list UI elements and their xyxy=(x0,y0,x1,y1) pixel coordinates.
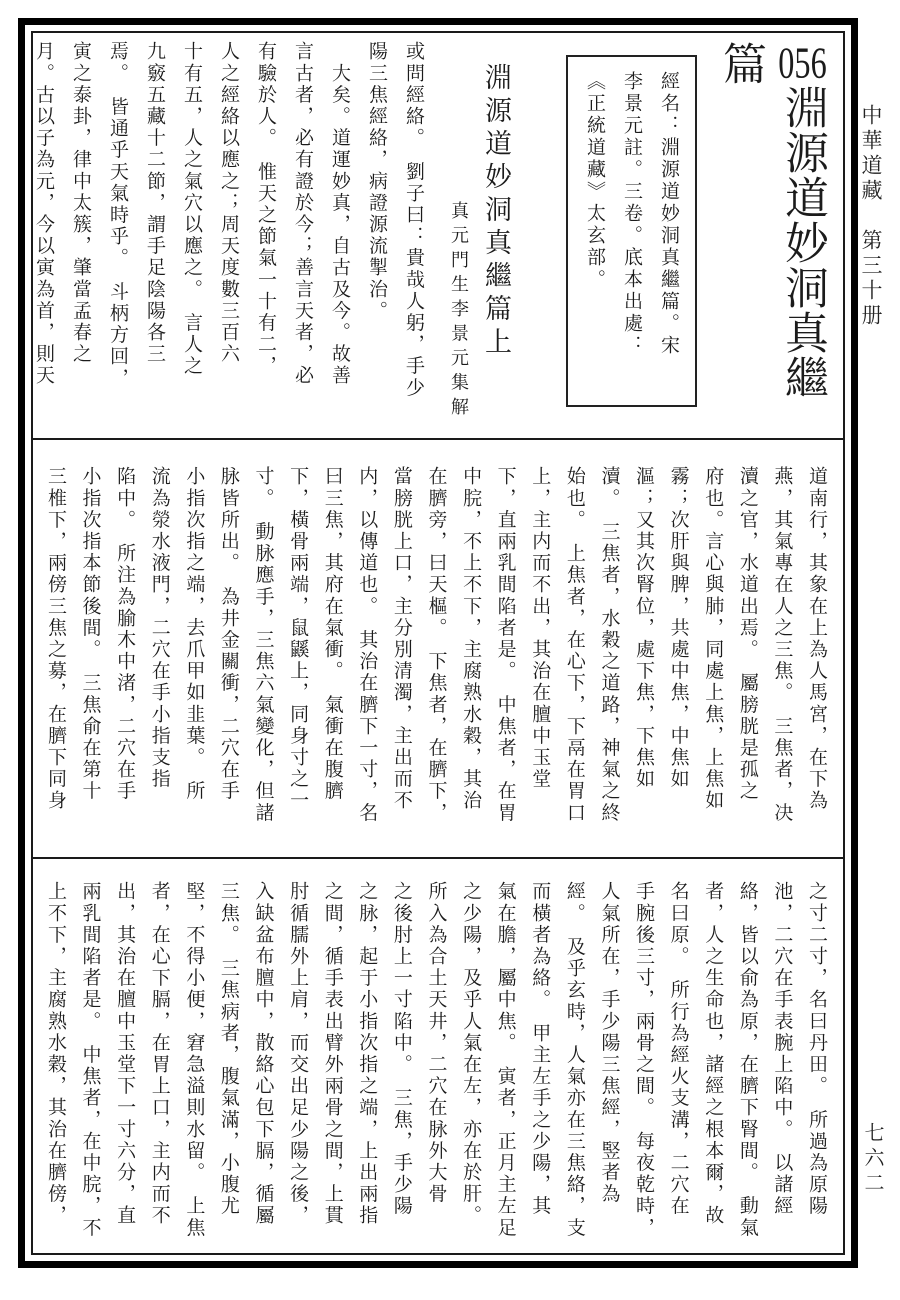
text-column: 始也。 上焦者，在心下，下鬲在胃口 xyxy=(563,466,585,824)
text-column: 焉。 皆通乎天氣時乎。 斗柄方回， xyxy=(107,41,128,390)
scripture-title: 淵源道妙洞真繼篇 xyxy=(716,41,827,400)
folio-page-number: 七六二 xyxy=(861,1122,883,1197)
text-column: 或問經絡。 劉子曰：貴哉人躬，手少 xyxy=(403,41,424,399)
text-column: 下，直兩乳間陷者是。 中焦者，在胃 xyxy=(494,466,516,824)
text-column: 陽三焦經絡，病證源流掣治。 xyxy=(366,41,387,322)
text-column: 漚；又其次腎位，處下焦，下焦如 xyxy=(633,466,655,790)
text-column: 池，二穴在手表腕上陷中。 以諸經 xyxy=(771,881,793,1218)
text-column: 之寸二寸，名曰丹田。 所過為原陽 xyxy=(806,881,827,1218)
bibliographic-text-column: 《正統道藏》太玄部。 xyxy=(584,71,605,291)
text-column: 當膀胱上口，主分別清濁，主出而不 xyxy=(390,466,412,812)
text-column: 九竅五藏十二節，謂手足陰陽各三 xyxy=(144,41,165,365)
text-column: 言古者，必有證於今；善言天者，必 xyxy=(292,41,313,387)
text-column: 肘循臑外上肩，而交出足少陽之後， xyxy=(287,881,309,1227)
text-column: 人氣所在，手少陽三焦經，竪者為 xyxy=(598,881,620,1205)
text-column: 人之經絡以應之；周天度數三百六 xyxy=(218,41,239,365)
text-column: 之間，循手表出臂外兩骨之間，上貫 xyxy=(321,881,343,1227)
text-column: 流為滎水液門，二穴在手小指支指 xyxy=(148,466,170,790)
collation-credit-column: 真元門生李景元集解 xyxy=(449,201,469,422)
text-column: 中脘，不上不下，主腐熟水穀，其治 xyxy=(460,466,482,812)
text-column: 脉皆所出。 為井金關衝，二穴在手 xyxy=(217,466,239,803)
text-column: 之脉，起于小指次指之端，上出兩指 xyxy=(356,881,378,1227)
text-column: 之少陽，及乎人氣在左，亦在於肝。 xyxy=(460,881,482,1227)
text-column: 氣在膽，屬中焦。 寅者，正月主左足 xyxy=(494,881,516,1239)
text-column: 小指次指本節後間。 三焦俞在第十 xyxy=(79,466,101,803)
text-column: 大矣。道運妙真，自古及今。故善 xyxy=(329,41,350,387)
text-column: 瀆。 三焦者，水穀之道路，神氣之終 xyxy=(598,466,620,824)
text-column: 下，橫骨兩端，鼠鼷上，同身寸之一 xyxy=(287,466,309,812)
scripture-title-column xyxy=(709,41,833,434)
text-column: 名曰原。 所行為經火支溝，二穴在 xyxy=(667,881,689,1218)
intro-text-block xyxy=(33,41,432,434)
inner-border-frame xyxy=(31,31,845,1255)
text-column: 經。 及乎玄時，人氣亦在三焦絡，支 xyxy=(563,881,585,1239)
text-column: 者，在心下膈，在胃上口，主内而不 xyxy=(148,881,170,1227)
chapter-title-column: 淵源道妙洞真繼篇上 xyxy=(481,63,511,360)
section-header-and-intro xyxy=(33,33,843,438)
text-column: 燕，其氣專在人之三焦。 三焦者，决 xyxy=(771,466,793,824)
text-column: 寸。 動脉應手，三焦六氣變化，但諸 xyxy=(252,466,274,824)
text-column: 入缺盆布膻中，散絡心包下膈，循屬 xyxy=(252,881,274,1227)
text-column: 而橫者為絡。 甲主左手之少陽，其 xyxy=(529,881,551,1218)
text-column: 者，人之生命也，諸經之根本爾，故 xyxy=(702,881,724,1227)
text-column: 上，主内而不出，其治在膻中玉堂 xyxy=(529,466,551,790)
text-column: 絡，皆以俞為原，在臍下腎間。 動氣 xyxy=(736,881,758,1239)
text-column: 霧；次肝與脾，共處中焦，中焦如 xyxy=(667,466,689,790)
text-column: 上不下，主腐熟水穀，其治在臍傍， xyxy=(44,881,66,1227)
bibliographic-box xyxy=(566,55,697,407)
scripture-number: 056 xyxy=(778,41,827,85)
text-column: 有驗於人。 惟天之節氣一十有二， xyxy=(255,41,276,378)
text-column: 瀆之官，水道出焉。 屬膀胱是孤之 xyxy=(736,466,758,803)
text-column: 府也。言心與肺，同處上焦，上焦如 xyxy=(702,466,724,812)
text-column: 之後肘上一寸陷中。 三焦，手少陽 xyxy=(390,881,412,1218)
text-column: 寅之泰卦，律中太簇，肇當孟春之 xyxy=(70,41,91,365)
section-middle-text xyxy=(33,440,843,857)
bibliographic-text-column: 李景元註。三卷。底本出處： xyxy=(621,71,642,357)
text-column: 手腕後三寸，兩骨之間。 每夜乾時， xyxy=(633,881,655,1239)
section-bottom-text xyxy=(33,859,843,1253)
text-column: 在臍旁，曰天樞。 下焦者，在臍下， xyxy=(425,466,447,824)
text-column: 出，其治在膻中玉堂下一寸六分，直 xyxy=(114,881,136,1227)
volume-label: 中華道藏 第三十册 xyxy=(859,104,883,329)
text-column: 所入為合土天井，二穴在脉外大骨 xyxy=(425,881,447,1205)
text-column: 曰三焦，其府在氣衝。 氣衝在腹臍 xyxy=(321,466,343,803)
text-column: 三椎下，兩傍三焦之募，在臍下同身 xyxy=(44,466,66,812)
text-column: 三焦。 三焦病者，腹氣滿，小腹尤 xyxy=(217,881,239,1218)
text-column: 堅，不得小便，窘急溢則水留。 上焦 xyxy=(183,881,205,1239)
text-column: 月。古以子為元，今以寅為首，則天 xyxy=(33,41,54,387)
text-column: 内，以傳道也。 其治在臍下一寸，名 xyxy=(356,466,378,824)
text-column: 兩乳間陷者是。 中焦者，在中脘，不 xyxy=(79,881,101,1239)
text-column: 小指次指之端，去爪甲如韭葉。 所 xyxy=(183,466,205,803)
text-column: 陷中。 所注為腧木中渚，二穴在手 xyxy=(114,466,136,803)
bibliographic-text-column: 經名：淵源道妙洞真繼篇。宋 xyxy=(658,71,679,357)
text-column: 道南行，其象在上為人馬宮，在下為 xyxy=(806,466,827,812)
text-column: 十有五，人之氣穴以應之。 言人之 xyxy=(181,41,202,378)
